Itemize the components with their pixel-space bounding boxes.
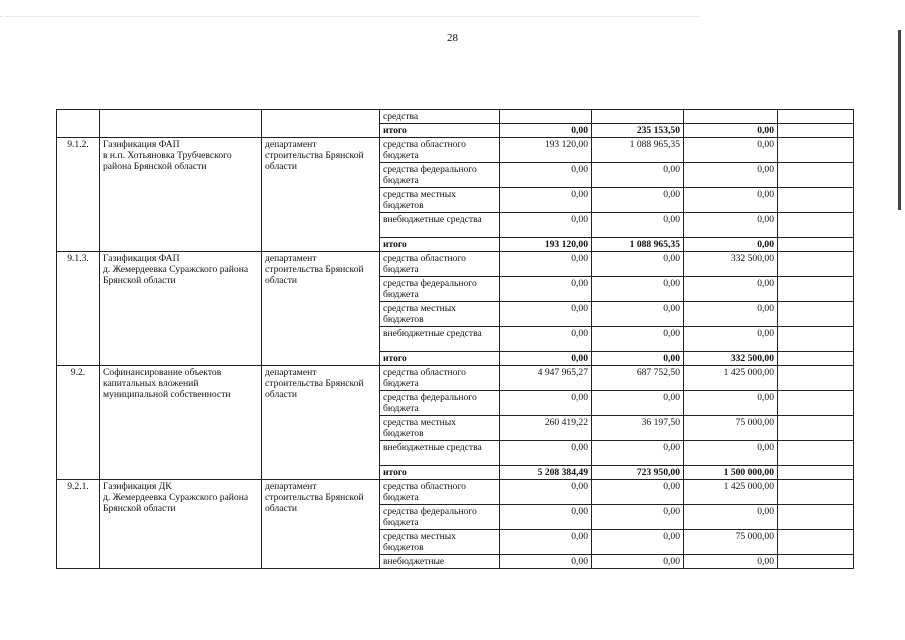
scan-edge-mark (898, 30, 901, 210)
amount-year2-cell: 0,00 (592, 441, 684, 466)
amount-year3-cell: 1 425 000,00 (684, 480, 778, 505)
amount-year2-cell: 235 153,50 (592, 124, 684, 138)
funding-source-cell: средства федерального бюджета (380, 163, 500, 188)
funding-source-cell: средства (380, 110, 500, 124)
amount-year2-cell: 1 088 965,35 (592, 138, 684, 163)
empty-cell (778, 238, 854, 252)
empty-cell (778, 505, 854, 530)
amount-year1-cell: 0,00 (500, 555, 592, 569)
funding-source-cell: внебюджетные средства (380, 327, 500, 352)
executor-cell: департамент строительства Брянской области (262, 480, 380, 569)
empty-cell (778, 188, 854, 213)
amount-year3-cell: 1 425 000,00 (684, 366, 778, 391)
amount-year2-cell: 0,00 (592, 188, 684, 213)
amount-year3-cell: 0,00 (684, 238, 778, 252)
empty-cell (778, 441, 854, 466)
amount-year3-cell: 0,00 (684, 138, 778, 163)
amount-year1-cell: 0,00 (500, 252, 592, 277)
item-name-cell (100, 110, 262, 138)
table-row (57, 366, 854, 391)
amount-year2-cell: 36 197,50 (592, 416, 684, 441)
amount-year2-cell: 0,00 (592, 352, 684, 366)
amount-year1-cell: 0,00 (500, 124, 592, 138)
executor-cell: департамент строительства Брянской области (262, 366, 380, 480)
funding-source-cell: итого (380, 352, 500, 366)
amount-year1-cell: 0,00 (500, 480, 592, 505)
empty-cell (778, 555, 854, 569)
funding-source-cell: средства местных бюджетов (380, 416, 500, 441)
amount-year2-cell: 0,00 (592, 163, 684, 188)
amount-year2-cell (592, 110, 684, 124)
funding-source-cell: средства федерального бюджета (380, 505, 500, 530)
executor-cell (262, 110, 380, 138)
amount-year1-cell: 0,00 (500, 277, 592, 302)
table-row (57, 110, 854, 124)
funding-source-cell: внебюджетные средства (380, 213, 500, 238)
funding-source-cell: средства местных бюджетов (380, 530, 500, 555)
amount-year1-cell: 260 419,22 (500, 416, 592, 441)
empty-cell (778, 213, 854, 238)
item-code-cell: 9.2.1. (57, 480, 100, 569)
empty-cell (778, 352, 854, 366)
item-name-cell: Газификация ФАП д. Жемердеевка Суражского района Брянской области (100, 252, 262, 366)
amount-year3-cell: 1 500 000,00 (684, 466, 778, 480)
table-row (57, 252, 854, 277)
amount-year1-cell: 0,00 (500, 505, 592, 530)
amount-year2-cell: 687 752,50 (592, 366, 684, 391)
empty-cell (778, 480, 854, 505)
amount-year3-cell: 75 000,00 (684, 530, 778, 555)
executor-cell: департамент строительства Брянской области (262, 138, 380, 252)
amount-year3-cell: 0,00 (684, 555, 778, 569)
empty-cell (778, 391, 854, 416)
budget-table (56, 109, 854, 569)
funding-source-cell: итого (380, 466, 500, 480)
table-row (57, 480, 854, 505)
amount-year1-cell: 0,00 (500, 391, 592, 416)
amount-year2-cell: 0,00 (592, 252, 684, 277)
funding-source-cell: итого (380, 238, 500, 252)
funding-source-cell: средства областного бюджета (380, 480, 500, 505)
empty-cell (778, 530, 854, 555)
amount-year1-cell: 193 120,00 (500, 138, 592, 163)
item-code-cell: 9.1.2. (57, 138, 100, 252)
amount-year3-cell: 75 000,00 (684, 416, 778, 441)
amount-year2-cell: 0,00 (592, 391, 684, 416)
amount-year2-cell: 0,00 (592, 213, 684, 238)
amount-year3-cell: 0,00 (684, 163, 778, 188)
amount-year1-cell: 0,00 (500, 441, 592, 466)
funding-source-cell: средства областного бюджета (380, 366, 500, 391)
amount-year3-cell: 0,00 (684, 441, 778, 466)
empty-cell (778, 124, 854, 138)
amount-year3-cell: 332 500,00 (684, 352, 778, 366)
amount-year3-cell (684, 110, 778, 124)
amount-year3-cell: 0,00 (684, 505, 778, 530)
item-name-cell: Газификация ДК д. Жемердеевка Суражского района Брянской области (100, 480, 262, 569)
empty-cell (778, 327, 854, 352)
funding-source-cell: средства областного бюджета (380, 138, 500, 163)
amount-year2-cell: 0,00 (592, 555, 684, 569)
amount-year1-cell: 193 120,00 (500, 238, 592, 252)
amount-year2-cell: 0,00 (592, 530, 684, 555)
amount-year2-cell: 0,00 (592, 302, 684, 327)
amount-year1-cell: 0,00 (500, 352, 592, 366)
amount-year3-cell: 0,00 (684, 302, 778, 327)
amount-year1-cell: 0,00 (500, 327, 592, 352)
amount-year2-cell: 0,00 (592, 327, 684, 352)
amount-year3-cell: 0,00 (684, 391, 778, 416)
funding-source-cell: средства федерального бюджета (380, 277, 500, 302)
item-name-cell: Газификация ФАП в н.п. Хотьяновка Трубчевского района Брянской области (100, 138, 262, 252)
amount-year2-cell: 0,00 (592, 505, 684, 530)
amount-year2-cell: 723 950,00 (592, 466, 684, 480)
amount-year1-cell: 0,00 (500, 213, 592, 238)
empty-cell (778, 138, 854, 163)
amount-year3-cell: 0,00 (684, 124, 778, 138)
amount-year2-cell: 0,00 (592, 480, 684, 505)
table-row (57, 138, 854, 163)
empty-cell (778, 163, 854, 188)
item-code-cell: 9.2. (57, 366, 100, 480)
empty-cell (778, 302, 854, 327)
item-code-cell: 9.1.3. (57, 252, 100, 366)
amount-year3-cell: 0,00 (684, 213, 778, 238)
empty-cell (778, 110, 854, 124)
amount-year3-cell: 0,00 (684, 327, 778, 352)
amount-year3-cell: 332 500,00 (684, 252, 778, 277)
amount-year1-cell: 0,00 (500, 530, 592, 555)
empty-cell (778, 277, 854, 302)
empty-cell (778, 252, 854, 277)
amount-year1-cell: 5 208 384,49 (500, 466, 592, 480)
amount-year1-cell (500, 110, 592, 124)
empty-cell (778, 416, 854, 441)
executor-cell: департамент строительства Брянской области (262, 252, 380, 366)
funding-source-cell: средства местных бюджетов (380, 188, 500, 213)
amount-year1-cell: 4 947 965,27 (500, 366, 592, 391)
table-body (57, 110, 854, 569)
funding-source-cell: итого (380, 124, 500, 138)
funding-source-cell: средства местных бюджетов (380, 302, 500, 327)
empty-cell (778, 366, 854, 391)
funding-source-cell: средства областного бюджета (380, 252, 500, 277)
funding-source-cell: средства федерального бюджета (380, 391, 500, 416)
item-code-cell (57, 110, 100, 138)
funding-source-cell: внебюджетные (380, 555, 500, 569)
amount-year3-cell: 0,00 (684, 188, 778, 213)
page-number: 28 (447, 32, 458, 44)
amount-year2-cell: 0,00 (592, 277, 684, 302)
amount-year3-cell: 0,00 (684, 277, 778, 302)
empty-cell (778, 466, 854, 480)
amount-year1-cell: 0,00 (500, 163, 592, 188)
amount-year1-cell: 0,00 (500, 188, 592, 213)
amount-year2-cell: 1 088 965,35 (592, 238, 684, 252)
item-name-cell: Софинансирование объектов капитальных вложений муниципальной собственности (100, 366, 262, 480)
scan-noise-line (0, 16, 700, 23)
funding-source-cell: внебюджетные средства (380, 441, 500, 466)
amount-year1-cell: 0,00 (500, 302, 592, 327)
